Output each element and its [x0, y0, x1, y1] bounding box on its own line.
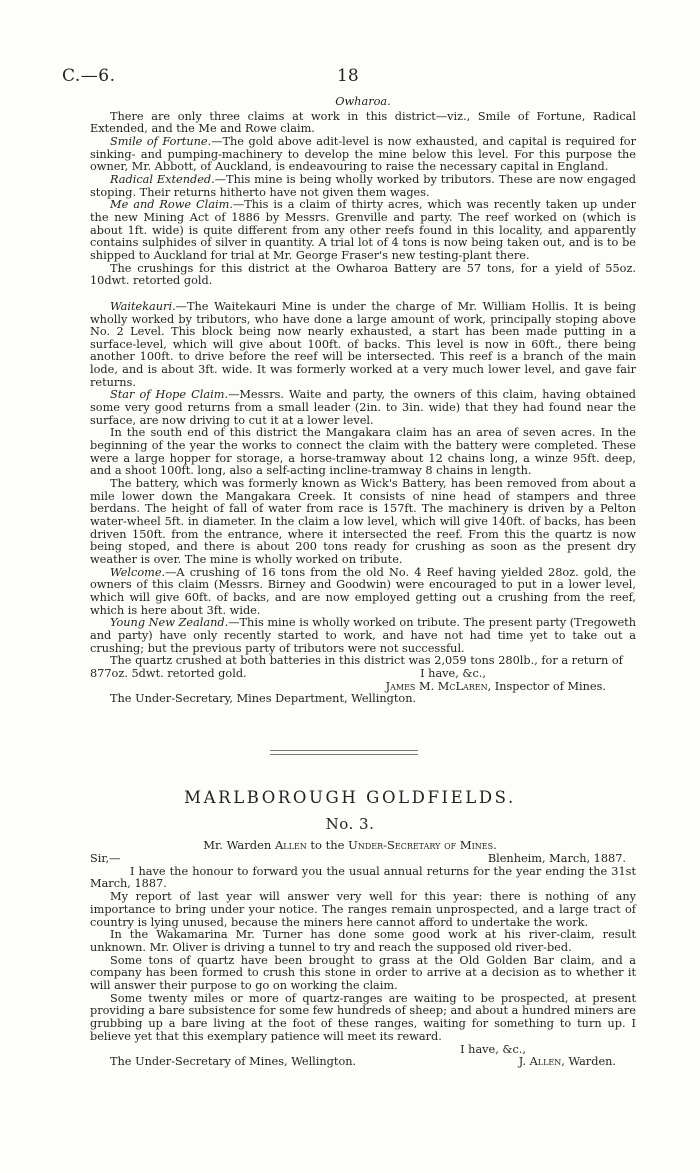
claim-name: Radical Extended.: [110, 172, 215, 186]
paragraph-radical-extended: [90, 174, 636, 199]
from-text: .: [493, 838, 497, 852]
goldfields-heading: MARLBOROUGH GOLDFIELDS.: [184, 788, 516, 807]
from-text: to the: [306, 838, 349, 852]
letter-paragraph: Some tons of quartz have been brought to grass at the Old Golden Bar claim, and a company has been formed to crush this stone in order to arrive at a decision as to whether it will answer their purpose to go on working the claim.: [90, 953, 636, 993]
paragraph-quartz-total: The quartz crushed at both batteries in this district was 2,059 tons 280lb., for a return of: [110, 654, 623, 668]
letter-paragraph: Some twenty miles or more of quartz-ranges are waiting to be prospected, at present providing a bare subsistence for some few hundreds of sheep; and about a hundred miners are grubbing up a bare living at the foot of these ranges, waiting for something to turn up. I believe yet that this exemplary patience will meet its reward.: [90, 991, 636, 1043]
claim-name: Waitekauri.: [110, 299, 176, 313]
claim-name: Welcome.: [110, 565, 166, 579]
paragraph-battery: The battery, which was formerly known as Wick's Battery, has been removed from about a mile lower down the Mangakara Creek. It consists of nine head of stampers and three berdans. The height of fall of water from race is 157ft. The machinery is driven by a Pelton water-wheel 5ft. in diameter. In the claim a low level, which will give 140ft. of backs, has been driven 150ft. from the entrance, where it intersected the reef. From this the quartz is now being stoped, and there is about 200 tons ready for crushing as soon as the present dry weather is over. The mine is wholly worked on tribute.: [90, 477, 636, 566]
letter-number: No. 3.: [325, 815, 375, 833]
letter-paragraph: In the Wakamarina Mr. Turner has done some good work at his river-claim, result unknown. Mr. Oliver is driving a tunnel to try and reach the supposed old river-bed.: [90, 928, 636, 954]
closing-have: I have, &c.,: [460, 1042, 526, 1056]
claim-name: Young New Zealand.: [110, 616, 229, 630]
paragraph-text: —This is a claim of thirty acres, which was recently taken up under the new Mining Act of 1886 by Messrs. Grenville and party. The reef worked on (which is about 1ft. wide) is quite different from any other reefs found in this locality, and apparently contains sulphides of silver in quantity. A trial lot of 4 tons is now being taken out, and is to be shipped to Auckland for trial at Mr. George Fraser's new testing-plant there.: [90, 198, 636, 262]
paragraph-text: —The Waitekauri Mine is under the charge of Mr. William Hollis. It is being wholly worked by tributors, who have done a large amount of work, principally stoping above No. 2 Level. This block being now nearly exhausted, a start has been made putting in a surface-level, which will give about 100ft. of backs. This level is now in 60ft., there being another 100ft. to drive before the reef will be intersected. This reef is a branch of the main lode, and is about 3ft. wide. It was formerly worked at a very much lower level, and gave fair returns.: [90, 299, 636, 389]
paragraph-text: —This mine is wholly worked on tribute. The present party (Tregoweth and party) have only recently started to work, and have not had time yet to take out a crushing; but the previous party of tributors were not successful.: [90, 616, 636, 655]
place-date: Blenheim, March, 1887.: [487, 852, 626, 865]
paragraph-young-new-zealand: [90, 617, 636, 655]
paragraph-crushings: The crushings for this district at the Owharoa Battery are 57 tons, for a yield of 55oz. 10dwt. retorted gold.: [90, 261, 636, 288]
warden-letter: [90, 853, 636, 1069]
salutation-row: [90, 853, 636, 866]
to-name: Under-Secretary of Mines: [348, 838, 494, 852]
claim-name: Star of Hope Claim.: [110, 388, 229, 402]
signature-row-2: [90, 1056, 636, 1069]
signer-role: , Inspector of Mines.: [487, 679, 606, 693]
owharoa-report: [90, 96, 636, 706]
salutation: Sir,—: [90, 852, 121, 865]
from-name: Allen: [274, 838, 307, 852]
section-title-owharoa: Owharoa.: [335, 95, 391, 108]
claim-name: Smile of Fortune.: [110, 134, 212, 148]
addressee-1: The Under-Secretary, Mines Department, Wellington.: [110, 692, 417, 706]
signer-role: , Warden.: [561, 1055, 616, 1069]
divider-rule: [270, 750, 418, 751]
quartz-total-continued: 877oz. 5dwt. retorted gold.: [90, 666, 247, 680]
document-reference: C.—6.: [62, 66, 116, 86]
addressee-2: The Under-Secretary of Mines, Wellington.: [110, 1055, 357, 1069]
paragraph-text: —Messrs. Waite and party, the owners of this claim, having obtained some very good returns from a small leader (2in. to 3in. wide) that they had found near the surface, are now driving to cut it at a lower level.: [90, 388, 636, 427]
paragraph-text: —A crushing of 16 tons from the old No. 4 Reef having yielded 28oz. gold, the owners of this claim (Messrs. Birney and Goodwin) were encouraged to put in a lower level, which will give 60ft. of backs, and are now employed getting out a crushing from the reef, which is here about 3ft. wide.: [90, 565, 636, 617]
paragraph-waitekauri: [90, 301, 636, 390]
signer-name: James M. McLaren: [385, 679, 488, 693]
paragraph-welcome: [90, 567, 636, 618]
paragraph-intro: There are only three claims at work in this district—viz., Smile of Fortune, Radical Extended, and the Me and Rowe claim.: [90, 109, 636, 136]
paragraph-mangakara: In the south end of this district the Mangakara claim has an area of seven acres. In the beginning of the year the works to connect the claim with the battery were completed. These were a large hopper for storage, a horse-tramway about 12 chains long, a winze 95ft. deep, and a shoot 100ft. long, also a self-acting incline-tramway 8 chains in length.: [90, 426, 636, 478]
from-text: Mr. Warden: [203, 838, 275, 852]
signature-warden: [519, 1056, 636, 1069]
paragraph-me-and-rowe: [90, 199, 636, 262]
divider-rule: [270, 754, 418, 755]
letter-from-to: [0, 838, 700, 852]
paragraph-text: —The gold above adit-level is now exhausted, and capital is required for sinking- and pumping-machinery to develop the mine below this level. For this purpose the owner, Mr. Abbott, of Auckland, is endeavouring to raise the necessary capital in England.: [90, 134, 636, 174]
paragraph-text: —This mine is being wholly worked by tributors. These are now engaged stoping. Their returns hitherto have not given them wages.: [90, 172, 636, 199]
paragraph-star-of-hope: [90, 389, 636, 427]
paragraph-smile-of-fortune: [90, 136, 636, 174]
letter-paragraph: My report of last year will answer very well for this year: there is nothing of any importance to bring under your notice. The ranges remain unprospected, and a large tract of country is lying unused, because the miners here cannot afford to undertake the work.: [90, 890, 636, 929]
page-number: 18: [337, 66, 359, 86]
letter-paragraph: I have the honour to forward you the usual annual returns for the year ending the 31st March, 1887.: [90, 864, 636, 891]
closing-have: I have, &c.,: [420, 666, 486, 680]
claim-name: Me and Rowe Claim.: [110, 198, 233, 212]
signer-name: J. Allen: [518, 1055, 562, 1069]
